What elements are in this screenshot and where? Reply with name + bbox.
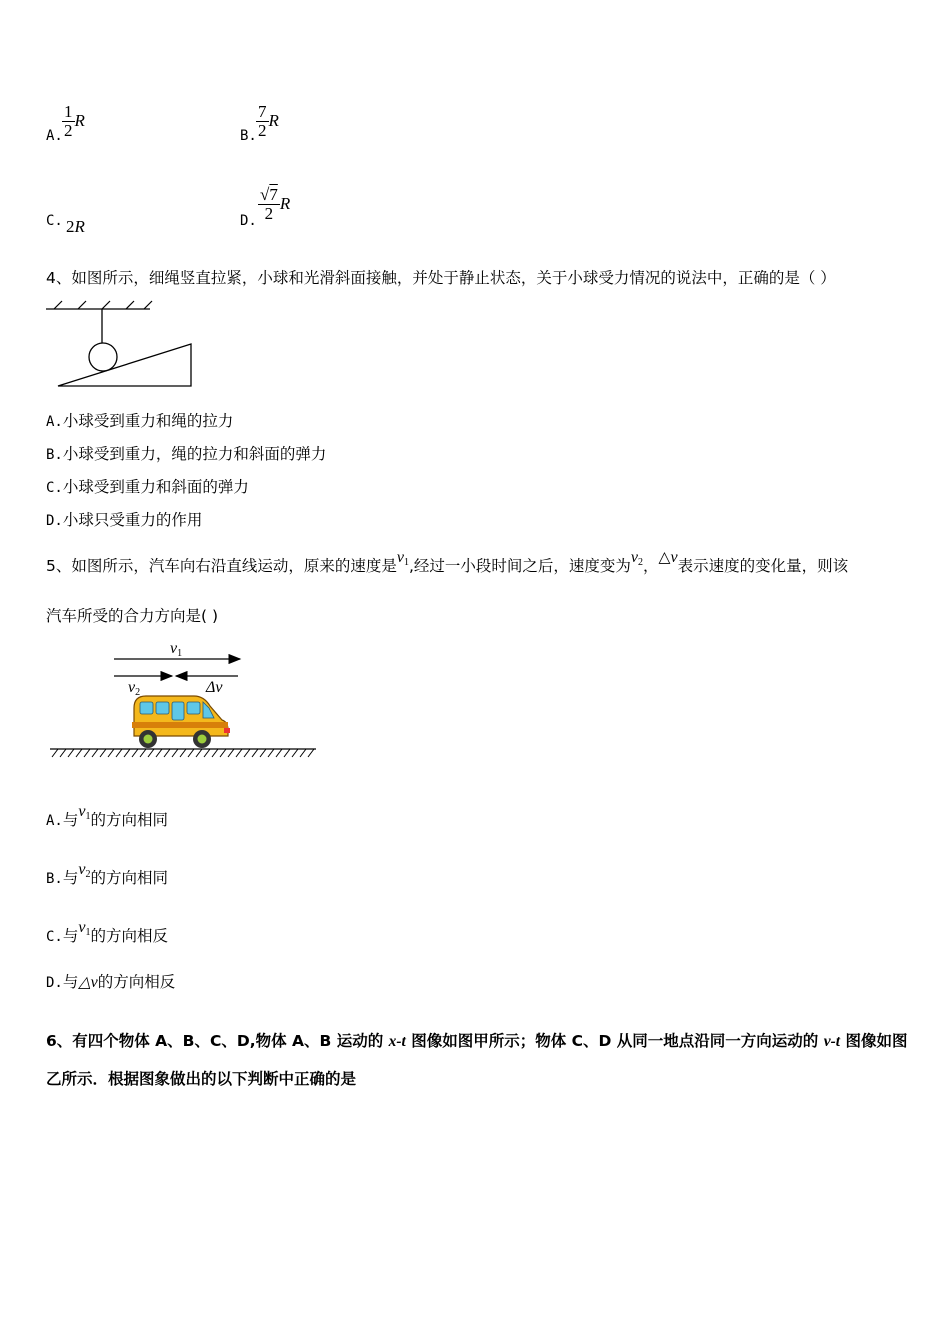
q4-option-d (46, 510, 202, 531)
q5-stem-part1: 5、如图所示，汽车向右沿直线运动，原来的速度是 (46, 557, 397, 575)
q6-line1-part-a: 6、有四个物体 A、B、C、D,物体 A、B 运动的 (46, 1032, 389, 1050)
option-label: D. (46, 513, 63, 529)
option-post: 的方向相同 (90, 869, 168, 887)
q5-stem-part3: ， (643, 557, 659, 575)
option-text: 小球受到重力和斜面的弹力 (62, 478, 249, 496)
option-label: A. (46, 813, 63, 829)
q6-stem-line2: 乙所示．根据图象做出的以下判断中正确的是 (46, 1070, 357, 1088)
option-text: 小球受到重力和绳的拉力 (62, 412, 234, 430)
radicand: 7 (269, 185, 278, 204)
delta-v-symbol: △v (658, 548, 678, 566)
q5-stem-line2: 汽车所受的合力方向是( ) (46, 607, 219, 625)
v2-symbol: $v_2$ (78, 861, 91, 880)
v2-symbol: $v_2$ (630, 549, 644, 568)
fraction-denominator: 2 (258, 121, 267, 140)
q5-stem-part4: 表示速度的变化量，则该 (677, 557, 849, 575)
fraction-numerator: 1 (64, 102, 73, 121)
q4-option-c (46, 477, 249, 498)
q3-option-c-label: C. (46, 213, 63, 229)
q4-stem: 4、如图所示，细绳竖直拉紧，小球和光滑斜面接触，并处于静止状态，关于小球受力情况的说法中，正确的是（ ） (46, 269, 836, 287)
option-text: 小球受到重力，绳的拉力和斜面的弹力 (62, 445, 327, 463)
option-label: D. (46, 975, 63, 991)
option-pre: 与 (62, 869, 79, 887)
q3-option-d-value (258, 186, 290, 223)
fraction-denominator: 2 (264, 204, 274, 223)
q6-line1-part-c: 图像如图 (840, 1032, 908, 1050)
vt-label: v-t (823, 1033, 841, 1050)
q3-option-d-label: D. (240, 213, 257, 229)
q4-option-a (46, 411, 233, 432)
q3-option-a-value (62, 103, 85, 140)
q5-option-b (46, 861, 168, 894)
q6-line1-part-b: 图像如图甲所示；物体 C、D 从同一地点沿同一方向运动的 (405, 1032, 824, 1050)
option-post: 的方向相反 (90, 927, 168, 945)
fraction-numerator: 7 (258, 102, 267, 121)
coefficient: 2 (66, 217, 75, 236)
q3-option-b-value (256, 103, 279, 140)
v1-symbol: $v_1$ (396, 549, 409, 568)
v1-symbol: $v_1$ (78, 803, 91, 822)
v1-label: v1 (170, 640, 183, 659)
xt-label: x-t (388, 1033, 406, 1050)
option-label: C. (46, 480, 63, 496)
q5-option-c (46, 919, 168, 952)
v2-label: v2 (128, 679, 141, 698)
option-pre: 与 (62, 973, 79, 991)
q4-option-b (46, 444, 326, 465)
option-post: 的方向相同 (90, 811, 168, 829)
q3-option-c-value (66, 217, 85, 237)
variable-r: R (74, 111, 85, 130)
delta-v-symbol: △v (78, 974, 98, 991)
q5-figure-bus-velocity (46, 634, 322, 762)
option-pre: 与 (62, 927, 79, 945)
q5-stem-line1 (46, 548, 849, 582)
q5-option-a (46, 803, 168, 836)
radical-sign: √ (260, 185, 270, 204)
option-pre: 与 (62, 811, 79, 829)
fraction-numerator (258, 186, 280, 205)
option-post: 的方向相反 (97, 973, 176, 991)
q6-stem-line1 (46, 1031, 907, 1052)
variable-r: R (74, 217, 85, 236)
incline (58, 344, 191, 386)
q3-option-a-label: A. (46, 128, 63, 144)
variable-r: R (279, 194, 291, 213)
delta-v-label: Δv (206, 679, 223, 696)
variable-r: R (268, 111, 279, 130)
option-label: B. (46, 447, 63, 463)
q5-option-d (46, 972, 175, 993)
fraction-denominator: 2 (64, 121, 73, 140)
q5-stem-part2: ,经过一小段时间之后，速度变为 (408, 557, 631, 575)
ground-hatching (52, 749, 314, 757)
option-label: C. (46, 929, 63, 945)
option-label: A. (46, 414, 63, 430)
ceiling-hatching (54, 301, 152, 309)
q4-figure-ball-on-incline (44, 298, 196, 390)
q3-option-b-label: B. (240, 128, 257, 144)
option-text: 小球只受重力的作用 (62, 511, 203, 529)
ball (89, 343, 117, 371)
v1-symbol: $v_1$ (78, 919, 91, 938)
bus-icon (132, 696, 230, 748)
option-label: B. (46, 871, 63, 887)
